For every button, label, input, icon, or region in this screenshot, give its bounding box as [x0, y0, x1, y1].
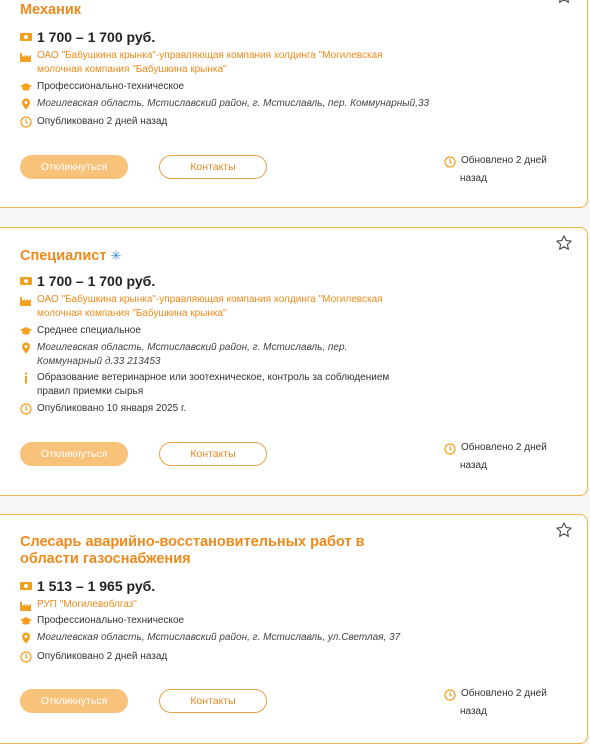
address	[20, 97, 430, 111]
organization[interactable]	[20, 598, 430, 612]
organization-text: ОАО "Бабушкина крынка"-управляющая компания холдинга "Могилевская молочная компания "Бабушкина крынка"	[37, 50, 383, 75]
requirements	[20, 371, 420, 399]
published-text: Опубликовано 2 дней назад	[37, 651, 168, 662]
education	[20, 324, 430, 338]
contacts-button[interactable]: Контакты	[159, 689, 267, 713]
clock-icon	[20, 116, 32, 128]
address	[20, 631, 430, 645]
salary-text: 1 700 – 1 700 руб.	[37, 273, 156, 289]
clock-icon	[20, 403, 32, 415]
requirements-text: Образование ветеринарное или зоотехническое, контроль за соблюдением правил приемки сырья	[37, 372, 390, 397]
factory-icon	[20, 599, 32, 611]
money-icon	[20, 31, 32, 43]
address-text: Могилевская область, Мстиславский район, г. Мстиславль, пер. Коммунарный д.33 213453	[37, 342, 348, 367]
education	[20, 80, 430, 94]
sparkle-icon: ✳	[110, 248, 122, 263]
published	[20, 402, 430, 416]
clock-icon	[444, 689, 456, 701]
contacts-button[interactable]: Контакты	[159, 442, 267, 466]
updated-info	[444, 152, 564, 188]
graduation-cap-icon	[20, 325, 32, 337]
education-text: Профессионально-техническое	[37, 81, 185, 92]
respond-button[interactable]: Откликнуться	[20, 689, 128, 713]
salary-text: 1 700 – 1 700 руб.	[37, 29, 156, 45]
vacancy-title[interactable]	[20, 247, 440, 265]
address-text: Могилевская область, Мстиславский район, г. Мстиславль, ул.Светлая, 37	[37, 632, 401, 643]
vacancy-title[interactable]: Слесарь аварийно-восстановительных работ в области газоснабжения	[20, 534, 365, 567]
updated-text: Обновлено 2 дней	[461, 688, 547, 699]
updated-text-2: назад	[460, 173, 487, 184]
updated-info	[444, 685, 564, 721]
organization[interactable]	[20, 293, 430, 321]
salary	[20, 29, 430, 45]
updated-text-2: назад	[460, 706, 487, 717]
info-icon	[20, 372, 32, 384]
clock-icon	[444, 156, 456, 168]
factory-icon	[20, 294, 32, 306]
updated-info	[444, 439, 564, 475]
location-pin-icon	[20, 98, 32, 110]
location-pin-icon	[20, 342, 32, 354]
vacancy-title[interactable]: Механик	[20, 2, 82, 18]
clock-icon	[20, 651, 32, 663]
star-icon[interactable]	[555, 521, 573, 539]
factory-icon	[20, 50, 32, 62]
published-text: Опубликовано 10 января 2025 г.	[37, 403, 187, 414]
vacancy-card	[0, 227, 588, 496]
respond-button[interactable]: Откликнуться	[20, 442, 128, 466]
organization-text: ОАО "Бабушкина крынка"-управляющая компания холдинга "Могилевская молочная компания "Бабушкина крынка"	[37, 294, 383, 319]
vacancy-title-text: Специалист	[20, 248, 107, 264]
updated-text: Обновлено 2 дней	[461, 442, 547, 453]
published-text: Опубликовано 2 дней назад	[37, 116, 168, 127]
education	[20, 614, 430, 628]
location-pin-icon	[20, 632, 32, 644]
money-icon	[20, 580, 32, 592]
vacancy-card	[0, 0, 588, 208]
address-text: Могилевская область, Мстиславский район, г. Мстиславль, пер. Коммунарный,33	[37, 98, 430, 109]
organization[interactable]	[20, 49, 430, 77]
updated-text: Обновлено 2 дней	[461, 155, 547, 166]
organization-text: РУП "Могилевоблгаз"	[37, 599, 137, 610]
vacancy-card	[0, 514, 588, 744]
money-icon	[20, 275, 32, 287]
address	[20, 341, 400, 369]
star-icon[interactable]	[555, 234, 573, 252]
education-text: Среднее специальное	[37, 325, 141, 336]
salary	[20, 578, 430, 594]
graduation-cap-icon	[20, 81, 32, 93]
published	[20, 115, 430, 129]
salary	[20, 273, 430, 289]
contacts-button[interactable]: Контакты	[159, 155, 267, 179]
clock-icon	[444, 443, 456, 455]
graduation-cap-icon	[20, 615, 32, 627]
salary-text: 1 513 – 1 965 руб.	[37, 578, 156, 594]
education-text: Профессионально-техническое	[37, 615, 185, 626]
updated-text-2: назад	[460, 460, 487, 471]
published	[20, 650, 430, 664]
respond-button[interactable]: Откликнуться	[20, 155, 128, 179]
star-icon[interactable]	[555, 0, 573, 5]
